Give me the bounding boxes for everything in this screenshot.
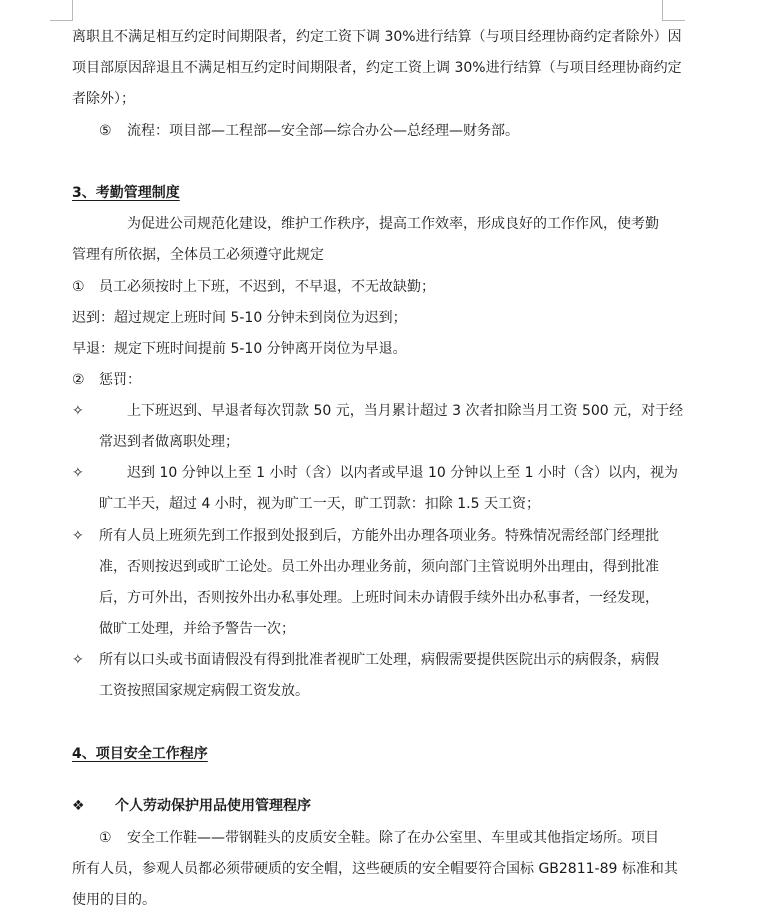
list-item-text: 惩罚： (99, 372, 141, 388)
paragraph-line: 所有人员，参观人员都必须带硬质的安全帽，这些硬质的安全帽要符合国标 GB2811-89 标准和其 (72, 861, 678, 877)
list-item-text: 员工必须按时上下班，不迟到，不早退，不无故缺勤； (99, 279, 435, 295)
bullet-text: 常迟到者做离职处理； (99, 434, 239, 450)
paragraph-line: 早退：规定下班时间提前 5-10 分钟离开岗位为早退。 (72, 341, 407, 357)
list-marker: ② (72, 372, 85, 388)
section-4-heading: 4、项目安全工作程序 (72, 746, 208, 762)
bullet-text: 工资按照国家规定病假工资发放。 (99, 683, 309, 699)
diamond-bullet-icon: ❖ (72, 798, 85, 814)
paragraph-line: 者除外）； (72, 91, 135, 107)
subsection-title: 个人劳动保护用品使用管理程序 (115, 798, 311, 814)
bullet-diamond-icon: ✧ (72, 652, 84, 668)
bullet-text: 做旷工处理，并给予警告一次； (99, 621, 295, 637)
bullet-text: 所有人员上班须先到工作报到处报到后，方能外出办理各项业务。特殊情况需经部门经理批 (99, 528, 659, 544)
crop-mark-top-right (662, 0, 685, 21)
crop-mark-top-left (50, 0, 73, 21)
bullet-text: 旷工半天，超过 4 小时，视为旷工一天，旷工罚款：扣除 1.5 天工资； (99, 496, 540, 512)
list-marker: ⑤ (99, 123, 112, 139)
bullet-text: 准，否则按迟到或旷工论处。员工外出办理业务前，须向部门主管说明外出理由，得到批准 (99, 559, 659, 575)
bullet-text: 上下班迟到、早退者每次罚款 50 元，当月累计超过 3 次者扣除当月工资 500 元，对于经 (127, 403, 684, 419)
process-text: 流程：项目部—工程部—安全部—综合办公—总经理—财务部。 (127, 123, 519, 139)
bullet-diamond-icon: ✧ (72, 465, 84, 481)
bullet-text: 迟到 10 分钟以上至 1 小时（含）以内者或早退 10 分钟以上至 1 小时（含）以内，视为 (127, 465, 679, 481)
paragraph-line: 使用的目的。 (72, 892, 156, 908)
paragraph-line: 项目部原因辞退且不满足相互约定时间期限者，约定工资上调 30%进行结算（与项目经理协商约定 (72, 60, 682, 76)
list-marker: ① (72, 279, 85, 295)
paragraph-line: 迟到：超过规定上班时间 5-10 分钟未到岗位为迟到； (72, 310, 407, 326)
section-3-heading: 3、考勤管理制度 (72, 185, 180, 201)
paragraph-line: 离职且不满足相互约定时间期限者，约定工资下调 30%进行结算（与项目经理协商约定者除外）因 (72, 29, 682, 45)
paragraph-line: 为促进公司规范化建设，维护工作秩序，提高工作效率，形成良好的工作作风，使考勤 (127, 216, 659, 232)
paragraph-line: 安全工作鞋——带钢鞋头的皮质安全鞋。除了在办公室里、车里或其他指定场所。项目 (127, 830, 659, 846)
bullet-text: 所有以口头或书面请假没有得到批准者视旷工处理，病假需要提供医院出示的病假条，病假 (99, 652, 659, 668)
bullet-diamond-icon: ✧ (72, 528, 84, 544)
list-marker: ① (99, 830, 112, 846)
bullet-diamond-icon: ✧ (72, 403, 84, 419)
paragraph-line: 管理有所依据，全体员工必须遵守此规定 (72, 247, 324, 263)
bullet-text: 后，方可外出，否则按外出办私事处理。上班时间未办请假手续外出办私事者，一经发现， (99, 590, 659, 606)
